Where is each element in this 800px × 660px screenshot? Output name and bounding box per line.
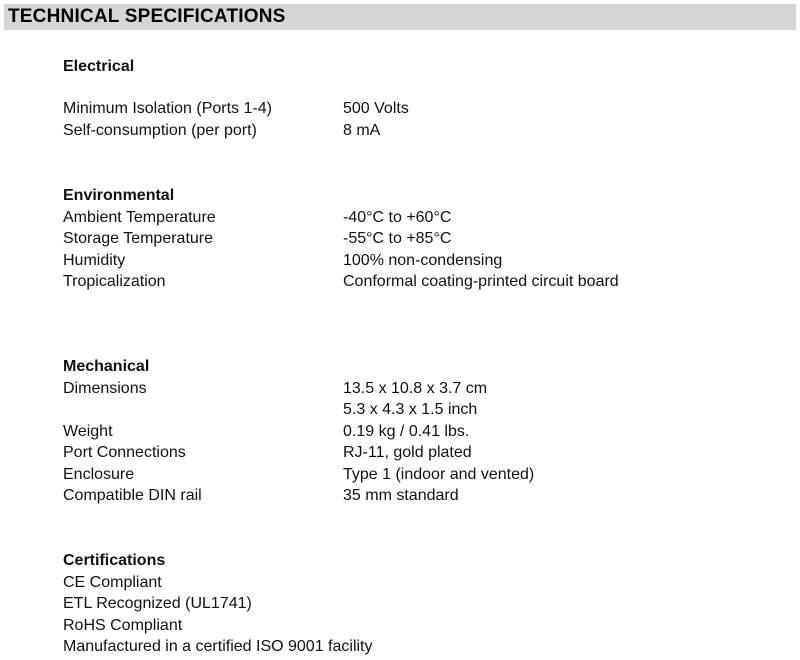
- spec-value: 13.5 x 10.8 x 3.7 cm: [343, 379, 488, 397]
- spec-row: [63, 442, 783, 464]
- spec-label: Port Connections: [63, 444, 186, 461]
- spec-row: [63, 399, 783, 421]
- spec-row: [63, 207, 783, 229]
- spec-value: Type 1 (indoor and vented): [343, 465, 535, 483]
- electrical-heading: Electrical: [63, 58, 135, 75]
- spec-label: Enclosure: [63, 465, 135, 483]
- spec-label: Weight: [63, 422, 113, 440]
- certification-item: RoHS Compliant: [63, 616, 183, 634]
- spec-row: [63, 120, 783, 142]
- spec-label: Humidity: [63, 251, 126, 269]
- spec-row: [63, 271, 783, 293]
- spec-row: [63, 228, 783, 250]
- mechanical-heading: Mechanical: [63, 358, 150, 375]
- spec-label: Tropicalization: [63, 273, 166, 290]
- spec-label: Dimensions: [63, 379, 147, 397]
- spec-row: [63, 464, 783, 486]
- spec-value: 100% non-condensing: [343, 251, 503, 269]
- title-bar: [4, 4, 796, 30]
- spec-row: [63, 485, 783, 507]
- certification-item: CE Compliant: [63, 573, 162, 591]
- spec-value: -40°C to +60°C: [343, 208, 452, 226]
- spec-row: [63, 250, 783, 272]
- environmental-heading: Environmental: [63, 187, 175, 204]
- spec-value: RJ-11, gold plated: [343, 444, 472, 461]
- mechanical-section: [63, 356, 783, 507]
- certifications-heading: Certifications: [63, 552, 166, 569]
- spec-value: 8 mA: [343, 121, 381, 139]
- certifications-section: [63, 550, 783, 658]
- spec-label: [63, 399, 343, 421]
- spec-label: Ambient Temperature: [63, 208, 216, 226]
- spec-value: 5.3 x 4.3 x 1.5 inch: [343, 401, 478, 418]
- spec-row: [63, 378, 783, 400]
- page-title: TECHNICAL SPECIFICATIONS: [8, 6, 286, 27]
- spec-row: [63, 98, 783, 120]
- spec-label: Minimum Isolation (Ports 1-4): [63, 100, 272, 117]
- spec-value: 35 mm standard: [343, 487, 459, 504]
- spec-row: [63, 421, 783, 443]
- spec-label: Compatible DIN rail: [63, 487, 202, 504]
- environmental-section: [63, 185, 783, 293]
- spec-value: -55°C to +85°C: [343, 230, 452, 247]
- certification-item: Manufactured in a certified ISO 9001 facility: [63, 638, 373, 655]
- spec-label: Storage Temperature: [63, 230, 214, 247]
- spec-label: Self-consumption (per port): [63, 121, 257, 139]
- spec-value: Conformal coating-printed circuit board: [343, 273, 619, 290]
- electrical-rows: [63, 98, 783, 141]
- certification-item: ETL Recognized (UL1741): [63, 595, 252, 612]
- spec-value: 0.19 kg / 0.41 lbs.: [343, 422, 470, 440]
- spec-value: 500 Volts: [343, 100, 409, 117]
- electrical-section: [63, 56, 783, 78]
